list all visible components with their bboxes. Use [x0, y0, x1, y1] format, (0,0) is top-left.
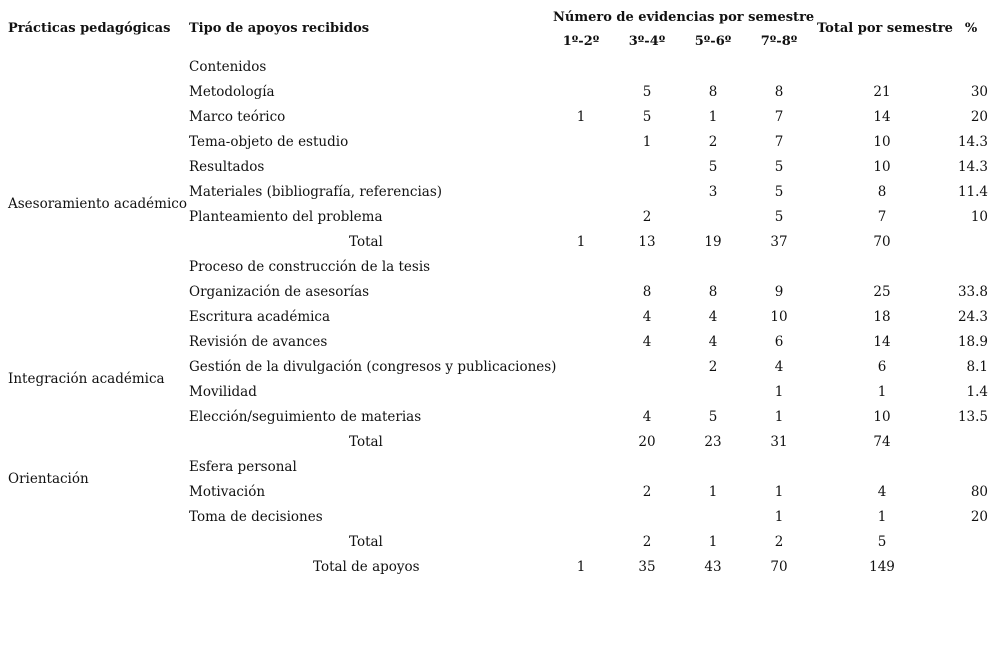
cell-s3: 19 [704, 234, 722, 250]
cell-s4: 1 [774, 484, 784, 500]
header-sem-1-2: 1º-2º [562, 34, 600, 49]
cell-tot: 4 [877, 484, 887, 500]
cell-s3: 3 [708, 184, 718, 200]
row-label: Resultados [189, 159, 265, 175]
cell-pct: 30 [970, 84, 988, 100]
cell-tot: 149 [869, 559, 895, 575]
cell-s4: 2 [774, 534, 784, 550]
cell-pct: 1.4 [966, 384, 988, 400]
cell-s4: 37 [770, 234, 788, 250]
cell-s1: 1 [576, 559, 586, 575]
cell-tot: 10 [873, 159, 891, 175]
cell-s4: 6 [774, 334, 784, 350]
cell-pct: 11.4 [957, 184, 988, 200]
cell-s4: 8 [774, 84, 784, 100]
cell-s3: 23 [704, 434, 722, 450]
cell-tot: 1 [877, 384, 887, 400]
cell-tot: 8 [877, 184, 887, 200]
cell-s2: 2 [642, 484, 652, 500]
cell-tot: 21 [873, 84, 891, 100]
row-label: Toma de decisiones [189, 509, 323, 525]
row-label: Esfera personal [189, 459, 297, 475]
cell-pct: 8.1 [966, 359, 988, 375]
cell-s2: 2 [642, 534, 652, 550]
cell-tot: 1 [877, 509, 887, 525]
cell-tot: 10 [873, 409, 891, 425]
row-label: Escritura académica [189, 309, 331, 325]
cell-s3: 1 [708, 484, 718, 500]
cell-s4: 31 [770, 434, 788, 450]
cell-tot: 14 [873, 109, 891, 125]
header-tipo: Tipo de apoyos recibidos [189, 21, 370, 36]
group-integracion: Integración académica [8, 371, 165, 387]
cell-s3: 8 [708, 284, 718, 300]
row-label: Elección/seguimiento de materias [189, 409, 422, 425]
cell-s2: 35 [638, 559, 656, 575]
cell-s4: 7 [774, 109, 784, 125]
header-sem-5-6: 5º-6º [694, 34, 732, 49]
cell-s4: 5 [774, 159, 784, 175]
header-total-semestre: Total por semestre [817, 21, 953, 36]
cell-s1: 1 [576, 234, 586, 250]
cell-tot: 10 [873, 134, 891, 150]
row-label: Motivación [189, 484, 266, 500]
cell-s3: 1 [708, 109, 718, 125]
cell-s2: 5 [642, 84, 652, 100]
header-percent: % [964, 21, 978, 36]
group-orientacion: Orientación [8, 471, 89, 487]
cell-s2: 4 [642, 409, 652, 425]
cell-s3: 5 [708, 159, 718, 175]
header-sem-3-4: 3º-4º [628, 34, 666, 49]
cell-pct: 10 [970, 209, 988, 225]
subtotal-label: Total [349, 534, 383, 550]
row-label: Revisión de avances [189, 334, 328, 350]
cell-s3: 2 [708, 359, 718, 375]
cell-pct: 80 [970, 484, 988, 500]
row-label: Tema-objeto de estudio [189, 134, 349, 150]
cell-s3: 5 [708, 409, 718, 425]
cell-pct: 33.8 [957, 284, 988, 300]
cell-s4: 7 [774, 134, 784, 150]
cell-pct: 13.5 [957, 409, 988, 425]
header-practicas: Prácticas pedagógicas [8, 21, 171, 36]
cell-s3: 43 [704, 559, 722, 575]
cell-tot: 14 [873, 334, 891, 350]
row-label: Marco teórico [189, 109, 286, 125]
cell-tot: 70 [873, 234, 891, 250]
cell-pct: 20 [970, 109, 988, 125]
cell-s2: 2 [642, 209, 652, 225]
row-label: Contenidos [189, 59, 267, 75]
cell-pct: 20 [970, 509, 988, 525]
cell-tot: 25 [873, 284, 891, 300]
cell-s4: 1 [774, 384, 784, 400]
cell-s1: 1 [576, 109, 586, 125]
grand-total-label: Total de apoyos [313, 559, 420, 575]
cell-tot: 5 [877, 534, 887, 550]
cell-pct: 24.3 [957, 309, 988, 325]
cell-s4: 10 [770, 309, 788, 325]
subtotal-label: Total [349, 434, 383, 450]
cell-s4: 5 [774, 184, 784, 200]
row-label: Movilidad [189, 384, 257, 400]
row-label: Proceso de construcción de la tesis [189, 259, 431, 275]
group-asesoramiento: Asesoramiento académico [8, 196, 187, 212]
row-label: Planteamiento del problema [189, 209, 383, 225]
cell-s2: 4 [642, 334, 652, 350]
header-sem-7-8: 7º-8º [760, 34, 798, 49]
cell-s2: 8 [642, 284, 652, 300]
cell-s3: 8 [708, 84, 718, 100]
cell-pct: 18.9 [957, 334, 988, 350]
cell-s4: 4 [774, 359, 784, 375]
cell-s4: 1 [774, 509, 784, 525]
cell-s2: 4 [642, 309, 652, 325]
row-label: Gestión de la divulgación (congresos y publicaciones) [189, 359, 557, 375]
header-numero-evidencias: Número de evidencias por semestre [553, 10, 815, 25]
cell-s4: 1 [774, 409, 784, 425]
cell-s2: 1 [642, 134, 652, 150]
cell-s3: 4 [708, 334, 718, 350]
cell-s2: 20 [638, 434, 656, 450]
cell-s3: 1 [708, 534, 718, 550]
cell-tot: 7 [877, 209, 887, 225]
cell-s4: 70 [770, 559, 788, 575]
cell-pct: 14.3 [957, 134, 988, 150]
cell-s4: 9 [774, 284, 784, 300]
subtotal-label: Total [349, 234, 383, 250]
row-label: Metodología [189, 84, 275, 100]
cell-s2: 13 [638, 234, 656, 250]
row-label: Organización de asesorías [189, 284, 370, 300]
cell-tot: 18 [873, 309, 891, 325]
cell-tot: 6 [877, 359, 887, 375]
cell-s4: 5 [774, 209, 784, 225]
cell-s3: 4 [708, 309, 718, 325]
cell-s2: 5 [642, 109, 652, 125]
cell-tot: 74 [873, 434, 891, 450]
cell-pct: 14.3 [957, 159, 988, 175]
row-label: Materiales (bibliografía, referencias) [189, 184, 443, 200]
cell-s3: 2 [708, 134, 718, 150]
